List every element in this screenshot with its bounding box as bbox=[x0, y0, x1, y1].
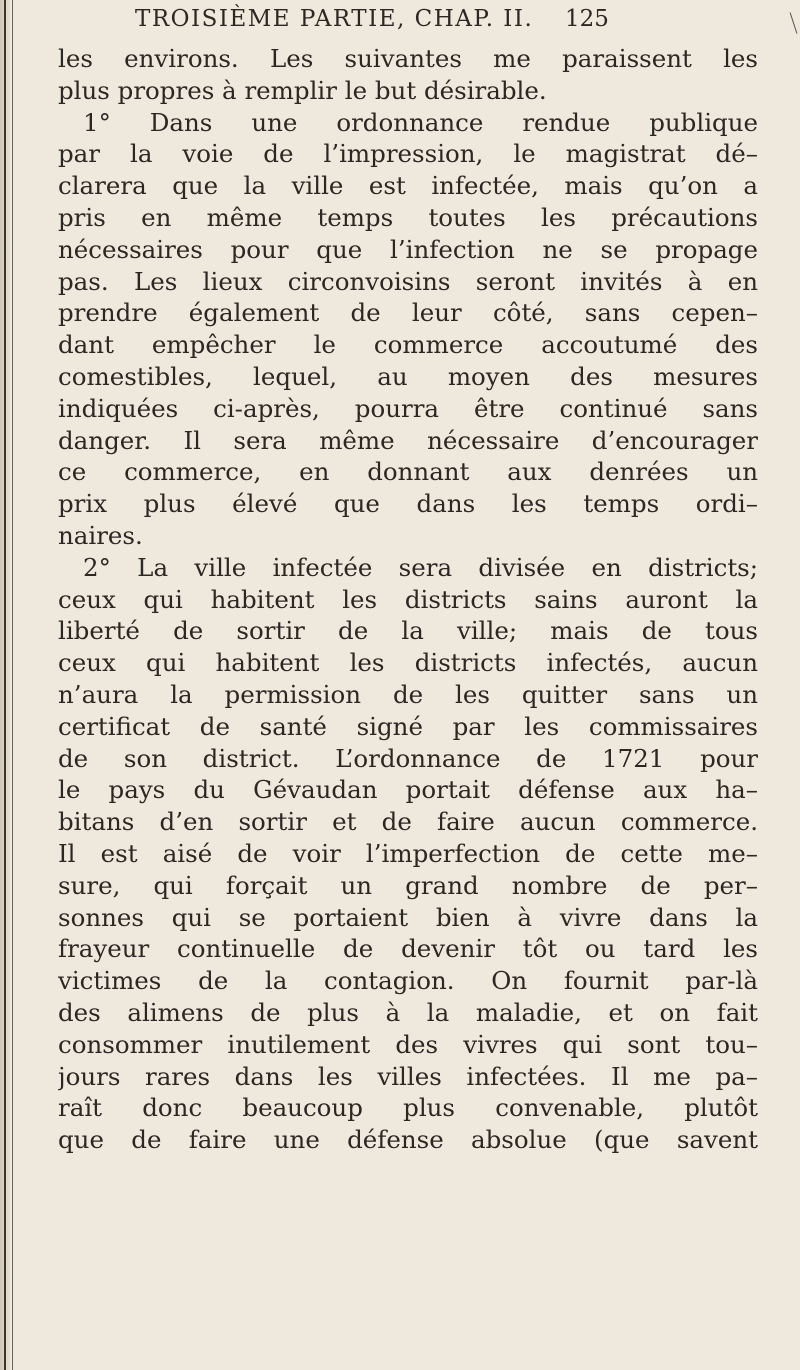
gutter-line bbox=[4, 0, 6, 1370]
text-line: le pays du Gévaudan portait défense aux ha– bbox=[58, 775, 758, 805]
text-line: 1° Dans une ordonnance rendue publique bbox=[83, 107, 758, 137]
gutter-line bbox=[12, 0, 13, 1370]
text-line: prix plus élevé que dans les temps ordi– bbox=[58, 489, 758, 519]
text-line: 2° La ville infectée sera divisée en districts; bbox=[83, 552, 758, 582]
text-line: plus propres à remplir le but désirable. bbox=[58, 75, 547, 105]
book-gutter bbox=[0, 0, 10, 1370]
text-line: liberté de sortir de la ville; mais de tous bbox=[58, 616, 758, 646]
text-line: naires. bbox=[58, 520, 143, 550]
text-line: que de faire une défense absolue (que savent bbox=[58, 1125, 758, 1155]
text-line: indiquées ci-après, pourra être continué sans bbox=[58, 393, 758, 423]
page-number: 125 bbox=[565, 6, 609, 32]
text-line: ceux qui habitent les districts infectés, aucun bbox=[58, 648, 758, 678]
text-line: pas. Les lieux circonvoisins seront invités à en bbox=[58, 266, 758, 296]
text-line: ce commerce, en donnant aux denrées un bbox=[58, 457, 758, 487]
text-line: consommer inutilement des vivres qui sont tou– bbox=[58, 1029, 758, 1059]
body-text bbox=[58, 43, 758, 1156]
text-line: raît donc beaucoup plus convenable, plutôt bbox=[58, 1093, 758, 1123]
text-line: les environs. Les suivantes me paraissent les bbox=[58, 44, 758, 73]
text-line: certificat de santé signé par les commissaires bbox=[58, 711, 758, 741]
text-line: dant empêcher le commerce accoutumé des bbox=[58, 330, 758, 360]
text-line: des alimens de plus à la maladie, et on fait bbox=[58, 997, 758, 1027]
text-line: Il est aisé de voir l’imperfection de cette me– bbox=[58, 838, 758, 868]
text-line: jours rares dans les villes infectées. Il me pa– bbox=[58, 1061, 758, 1091]
text-line: prendre également de leur côté, sans cepen– bbox=[58, 298, 758, 328]
text-line: pris en même temps toutes les précautions bbox=[58, 202, 758, 232]
text-line: de son district. L’ordonnance de 1721 pour bbox=[58, 743, 758, 773]
text-line: comestibles, lequel, au moyen des mesures bbox=[58, 361, 758, 391]
text-line: danger. Il sera même nécessaire d’encourager bbox=[58, 425, 758, 455]
text-line: ceux qui habitent les districts sains auront la bbox=[58, 584, 758, 614]
running-title: TROISIÈME PARTIE, CHAP. II. bbox=[135, 6, 534, 32]
text-line: frayeur continuelle de devenir tôt ou tard les bbox=[58, 934, 758, 964]
text-line: n’aura la permission de les quitter sans un bbox=[58, 679, 758, 709]
margin-mark bbox=[790, 12, 798, 33]
text-line: nécessaires pour que l’infection ne se propage bbox=[58, 234, 758, 264]
text-line: victimes de la contagion. On fournit par-là bbox=[58, 966, 758, 996]
text-line: sonnes qui se portaient bien à vivre dans la bbox=[58, 902, 758, 932]
text-line: sure, qui forçait un grand nombre de per– bbox=[58, 870, 758, 900]
text-line: clarera que la ville est infectée, mais qu’on a bbox=[58, 171, 758, 201]
text-line: bitans d’en sortir et de faire aucun commerce. bbox=[58, 807, 758, 837]
text-line: par la voie de l’impression, le magistrat dé– bbox=[58, 139, 758, 169]
